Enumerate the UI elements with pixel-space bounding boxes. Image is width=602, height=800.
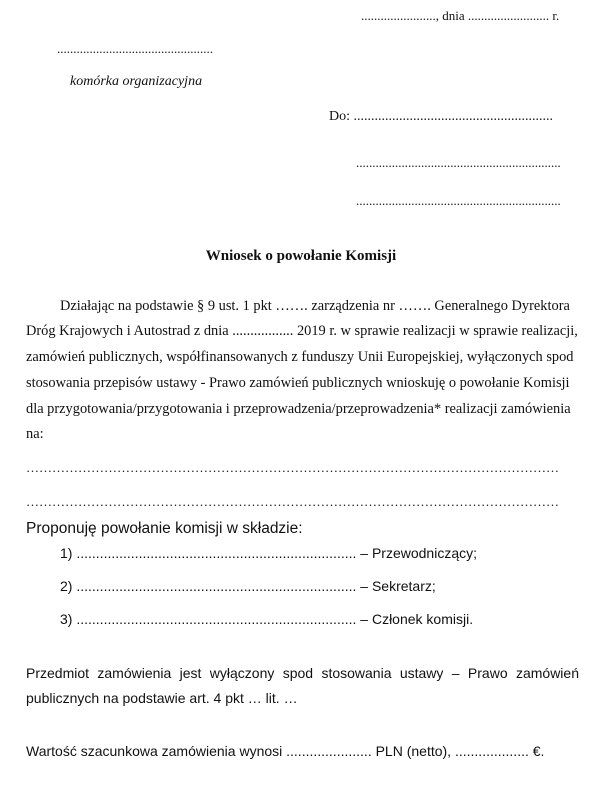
committee-intro: Proponuję powołanie komisji w składzie: <box>26 520 303 537</box>
committee-member-secretary: 2) ........................................................................ – Sekretarz; <box>60 578 436 594</box>
estimated-value-line: Wartość szacunkowa zamówienia wynosi ...................... PLN (netto), ................... €. <box>26 743 545 759</box>
recipient-line: Do: ......................................................... <box>329 109 553 124</box>
subject-line: publicznych na podstawie art. 4 pkt … lit. … <box>26 690 298 706</box>
date-line: ......................., dnia ......................... r. <box>361 8 560 23</box>
body-line: Działając na podstawie § 9 ust. 1 pkt ……. zarządzenia nr ……. Generalnego Dyrektora <box>60 298 570 314</box>
document-title: Wniosek o powołanie Komisji <box>205 248 397 264</box>
subject-line <box>26 665 579 681</box>
fill-in-line: …………………………………………………………………………………………………………… <box>26 494 559 509</box>
recipient-address-line: ............................................................... <box>356 193 561 208</box>
body-line: na: <box>26 426 44 442</box>
committee-member-member: 3) ........................................................................ – Członek komisji. <box>60 611 474 627</box>
body-line: dla przygotowania/przygotowania i przeprowadzenia/przeprowadzenia* realizacji zamówienia <box>26 401 571 417</box>
organizational-unit-label: komórka organizacyjna <box>70 74 203 89</box>
body-line: Dróg Krajowych i Autostrad z dnia ................. 2019 r. w sprawie realizacji w sprawie realizacji, <box>26 323 578 339</box>
body-line: zamówień publicznych, współfinansowanych z funduszy Unii Europejskiej, wyłączonych spod <box>26 349 574 365</box>
organizational-unit-field: ................................................ <box>57 41 213 56</box>
recipient-address-line: ............................................................... <box>356 155 561 170</box>
body-line: stosowania przepisów ustawy - Prawo zamówień publicznych wnioskuję o powołanie Komisji <box>26 375 570 391</box>
fill-in-line: …………………………………………………………………………………………………………… <box>26 460 559 475</box>
subject-line-text: Przedmiot zamówienia jest wyłączony spod stosowania ustawy – Prawo zamówień <box>26 665 579 681</box>
committee-member-chair: 1) ........................................................................ – Przewodniczący; <box>60 545 477 561</box>
